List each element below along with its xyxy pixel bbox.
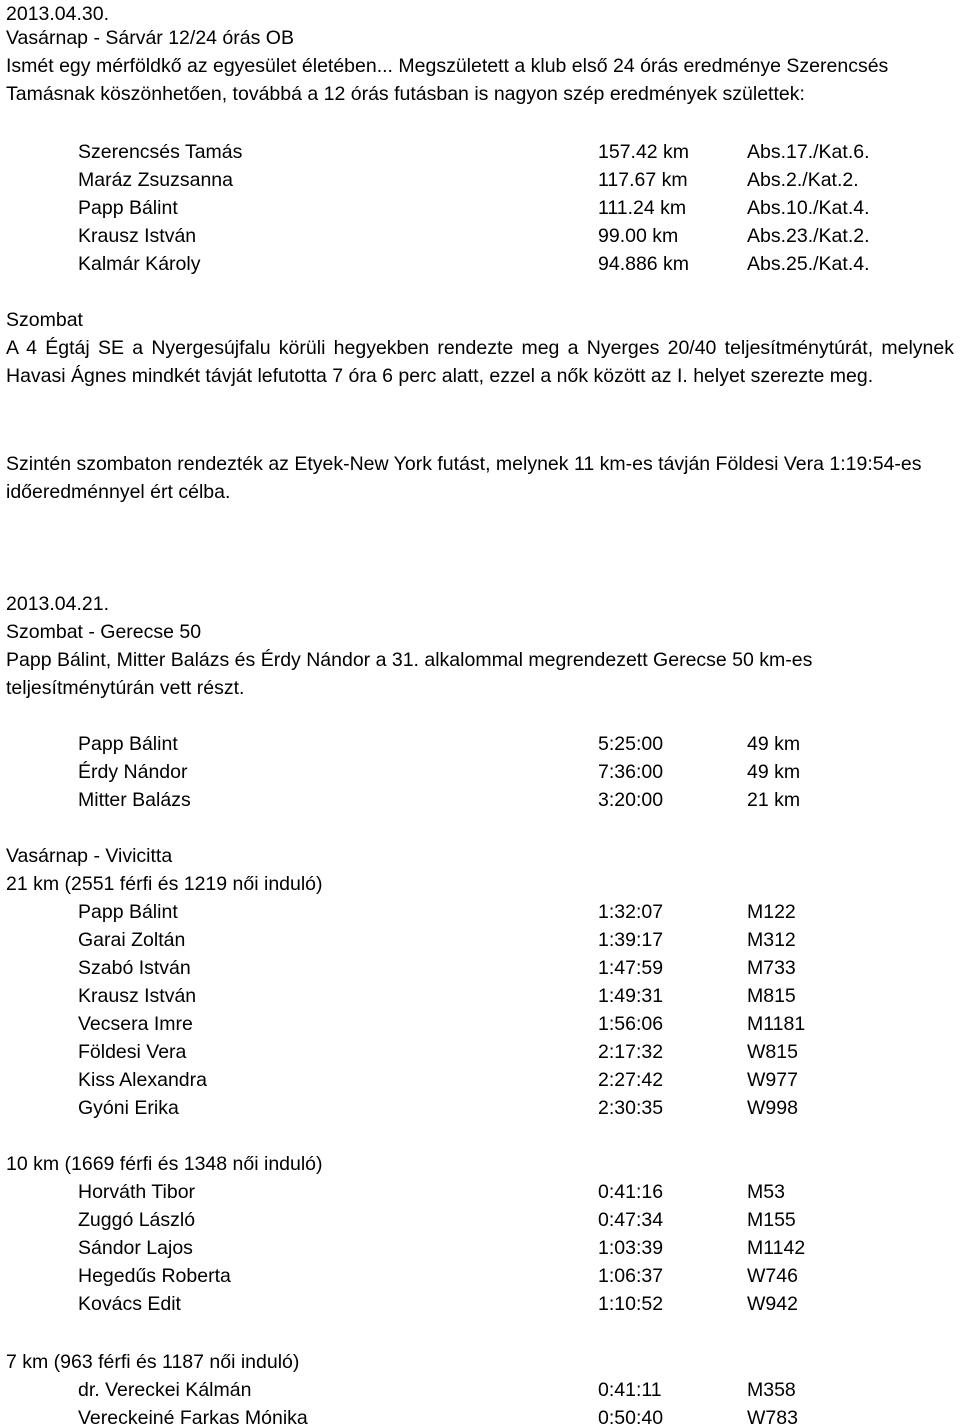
result-name: Krausz István [78,225,197,247]
result-place: M312 [747,929,796,951]
result-distance: 49 km [747,733,801,755]
result-name: Papp Bálint [78,901,178,923]
result-time: 1:47:59 [598,957,664,979]
result-distance: 117.67 km [598,169,688,191]
result-row [0,926,960,954]
result-name: Kovács Edit [78,1293,181,1315]
result-name: Papp Bálint [78,197,178,219]
result-distance: 94.886 km [598,253,690,275]
result-time: 0:47:34 [598,1209,664,1231]
result-time: 1:49:31 [598,985,664,1007]
result-distance: 49 km [747,761,801,783]
group-heading-10km: 10 km (1669 férfi és 1348 női induló) [6,1153,323,1175]
result-name: Garai Zoltán [78,929,186,951]
result-time: 1:56:06 [598,1013,664,1035]
result-place: W998 [747,1097,798,1119]
section4-title: Vasárnap - Vivicitta [6,845,173,867]
result-place: M1181 [747,1013,806,1035]
section2-paragraph-2: Szintén szombaton rendezték az Etyek-New York futást, melynek 11 km-es távján Földesi Vera 1:19:54-es időeredménnyel ért célba. [6,453,922,504]
result-distance: 99.00 km [598,225,679,247]
result-row [0,1290,960,1318]
section1-date: 2013.04.30. [6,3,110,25]
result-name: Vereckeiné Farkas Mónika [78,1407,308,1428]
result-row [0,982,960,1010]
group-heading-7km: 7 km (963 férfi és 1187 női induló) [6,1351,300,1373]
result-place: M122 [747,901,796,923]
result-row [0,166,960,194]
result-row [0,1010,960,1038]
result-row [0,1066,960,1094]
result-name: Kalmár Károly [78,253,201,275]
result-place: Abs.25./Kat.4. [747,253,870,275]
result-place: W977 [747,1069,798,1091]
result-time: 2:30:35 [598,1097,664,1119]
result-place: M155 [747,1209,796,1231]
result-name: Földesi Vera [78,1041,187,1063]
result-distance: 157.42 km [598,141,690,163]
result-name: Gyóni Erika [78,1097,179,1119]
result-name: dr. Vereckei Kálmán [78,1379,252,1401]
section2-title: Szombat [6,309,83,331]
result-time: 3:20:00 [598,789,664,811]
result-name: Szabó István [78,957,191,979]
result-time: 1:10:52 [598,1293,664,1315]
result-name: Horváth Tibor [78,1181,196,1203]
result-place: Abs.17./Kat.6. [747,141,870,163]
result-row [0,1094,960,1122]
result-time: 2:17:32 [598,1041,664,1063]
result-name: Sándor Lajos [78,1237,193,1259]
section1-title: Vasárnap - Sárvár 12/24 órás OB [6,27,294,49]
result-place: W942 [747,1293,798,1315]
result-row [0,786,960,814]
result-distance: 111.24 km [598,197,687,219]
result-row [0,1262,960,1290]
result-name: Krausz István [78,985,197,1007]
result-time: 1:03:39 [598,1237,664,1259]
result-row [0,1206,960,1234]
result-row [0,222,960,250]
section3-title: Szombat - Gerecse 50 [6,621,202,643]
section2-paragraph-1: A 4 Égtáj SE a Nyergesújfalu körüli hegyekben rendezte meg a Nyerges 20/40 teljesítménytúrát, melynek Havasi Ágnes mindkét távját lefutotta 7 óra 6 perc alatt, ezzel a nők között az I. helyet szerezte meg. [6,337,954,388]
result-place: M53 [747,1181,785,1203]
result-time: 0:50:40 [598,1407,664,1428]
result-row [0,898,960,926]
section3-intro: Papp Bálint, Mitter Balázs és Érdy Nándor a 31. alkalommal megrendezett Gerecse 50 km-es teljesítménytúrán vett részt. [6,649,813,700]
group-heading-21km: 21 km (2551 férfi és 1219 női induló) [6,873,323,895]
result-place: W746 [747,1265,798,1287]
result-time: 7:36:00 [598,761,664,783]
section1-intro: Ismét egy mérföldkő az egyesület életében... Megszületett a klub első 24 órás eredménye Szerencsés Tamásnak köszönhetően, továbbá a 12 órás futásban is nagyon szép eredmények születtek: [6,55,889,106]
result-place: M815 [747,985,796,1007]
result-row [0,1178,960,1206]
result-time: 5:25:00 [598,733,664,755]
result-row [0,1404,960,1428]
result-place: Abs.10./Kat.4. [747,197,870,219]
result-row [0,954,960,982]
result-row [0,250,960,278]
result-name: Zuggó László [78,1209,196,1231]
result-name: Szerencsés Tamás [78,141,243,163]
result-name: Papp Bálint [78,733,178,755]
result-row [0,1038,960,1066]
result-place: Abs.23./Kat.2. [747,225,870,247]
result-name: Hegedűs Roberta [78,1265,231,1287]
result-place: W815 [747,1041,798,1063]
result-place: M733 [747,957,796,979]
result-place: Abs.2./Kat.2. [747,169,859,191]
result-time: 0:41:11 [598,1379,662,1401]
result-name: Maráz Zsuzsanna [78,169,233,191]
result-row [0,1376,960,1404]
result-time: 2:27:42 [598,1069,664,1091]
result-place: M1142 [747,1237,806,1259]
result-row [0,758,960,786]
result-row [0,194,960,222]
result-time: 1:06:37 [598,1265,664,1287]
result-row [0,730,960,758]
result-name: Vecsera Imre [78,1013,193,1035]
result-row [0,138,960,166]
result-time: 1:39:17 [598,929,664,951]
result-time: 0:41:16 [598,1181,664,1203]
result-name: Kiss Alexandra [78,1069,207,1091]
section3-date: 2013.04.21. [6,593,110,615]
result-name: Mitter Balázs [78,789,191,811]
result-distance: 21 km [747,789,801,811]
result-name: Érdy Nándor [78,761,188,783]
result-place: M358 [747,1379,796,1401]
result-row [0,1234,960,1262]
result-time: 1:32:07 [598,901,664,923]
result-place: W783 [747,1407,798,1428]
